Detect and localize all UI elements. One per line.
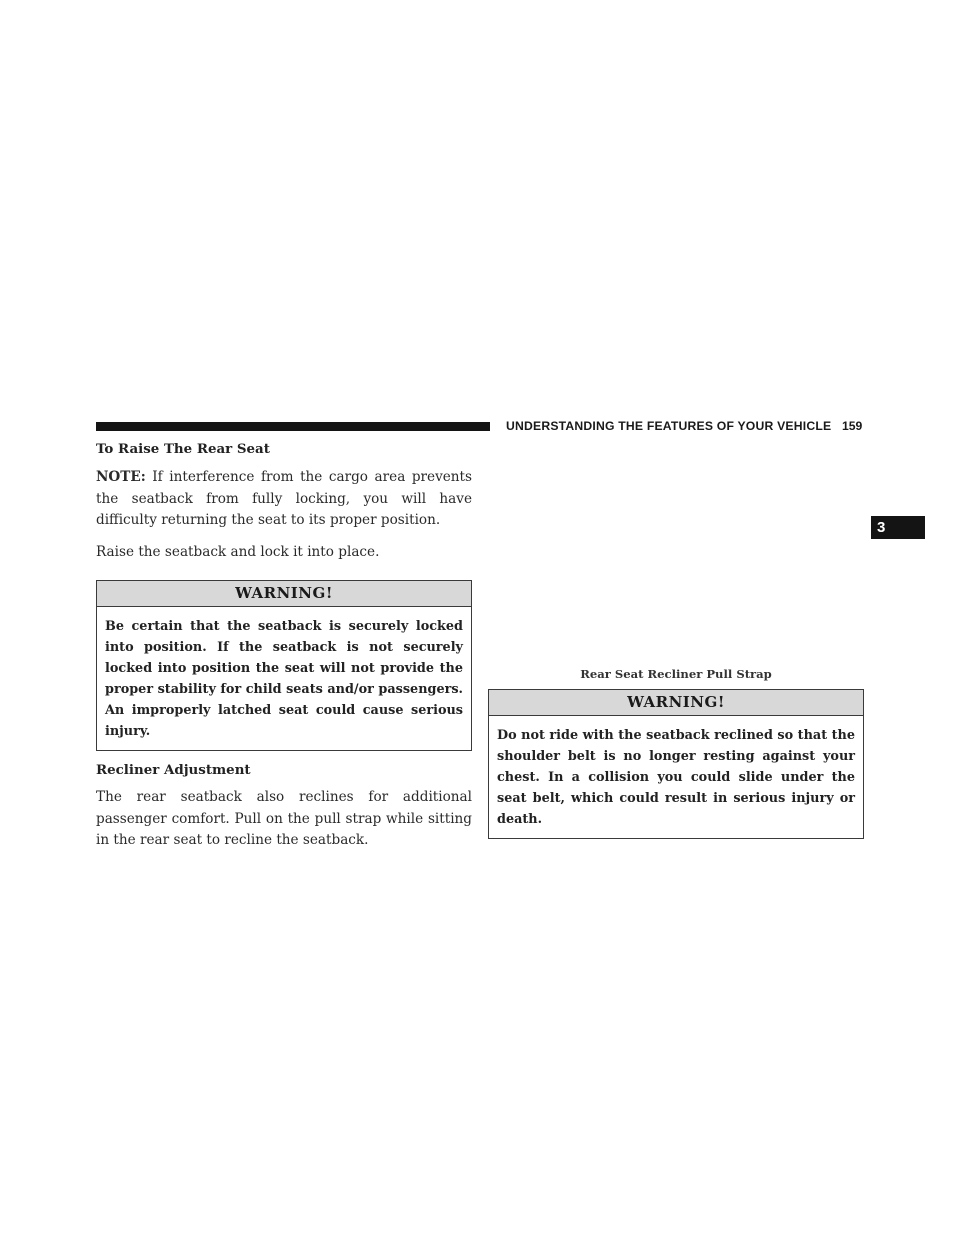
note-label: NOTE: [96,469,146,485]
figure-area [488,441,864,661]
figure-caption: Rear Seat Recliner Pull Strap [580,667,772,681]
section-title: UNDERSTANDING THE FEATURES OF YOUR VEHICLE [506,419,832,433]
left-column [96,441,472,852]
chapter-tab: 3 [871,516,925,539]
warning-title: WARNING! [97,581,471,607]
warning-body: Do not ride with the seatback reclined so that the shoulder belt is no longer resting against your chest. In a collision you could slide under the seat belt, which could result in serious injury or death. [497,728,855,827]
note-paragraph [96,467,472,532]
warning-body: Be certain that the seatback is securely locked into position. If the seatback is not securely locked into position the seat will not provide the proper stability for child seats and/or passengers. An improperly latched seat could cause serious injury. [105,619,463,739]
heading-raise-rear-seat: To Raise The Rear Seat [96,441,270,457]
warning-title: WARNING! [489,690,863,716]
heading-recliner-adjustment: Recliner Adjustment [96,762,251,778]
note-text: If interference from the cargo area prevents the seatback from fully locking, you will have difficulty returning the seat to its proper position. [96,469,472,528]
page-number: 159 [842,419,863,433]
warning-box-seatback-locked [96,580,472,751]
recliner-paragraph: The rear seatback also reclines for additional passenger comfort. Pull on the pull strap while sitting in the rear seat to recline the seatback. [96,789,472,848]
warning-box-reclined-seatback [488,689,864,839]
raise-instruction: Raise the seatback and lock it into place. [96,543,380,560]
header-rule [96,422,490,431]
